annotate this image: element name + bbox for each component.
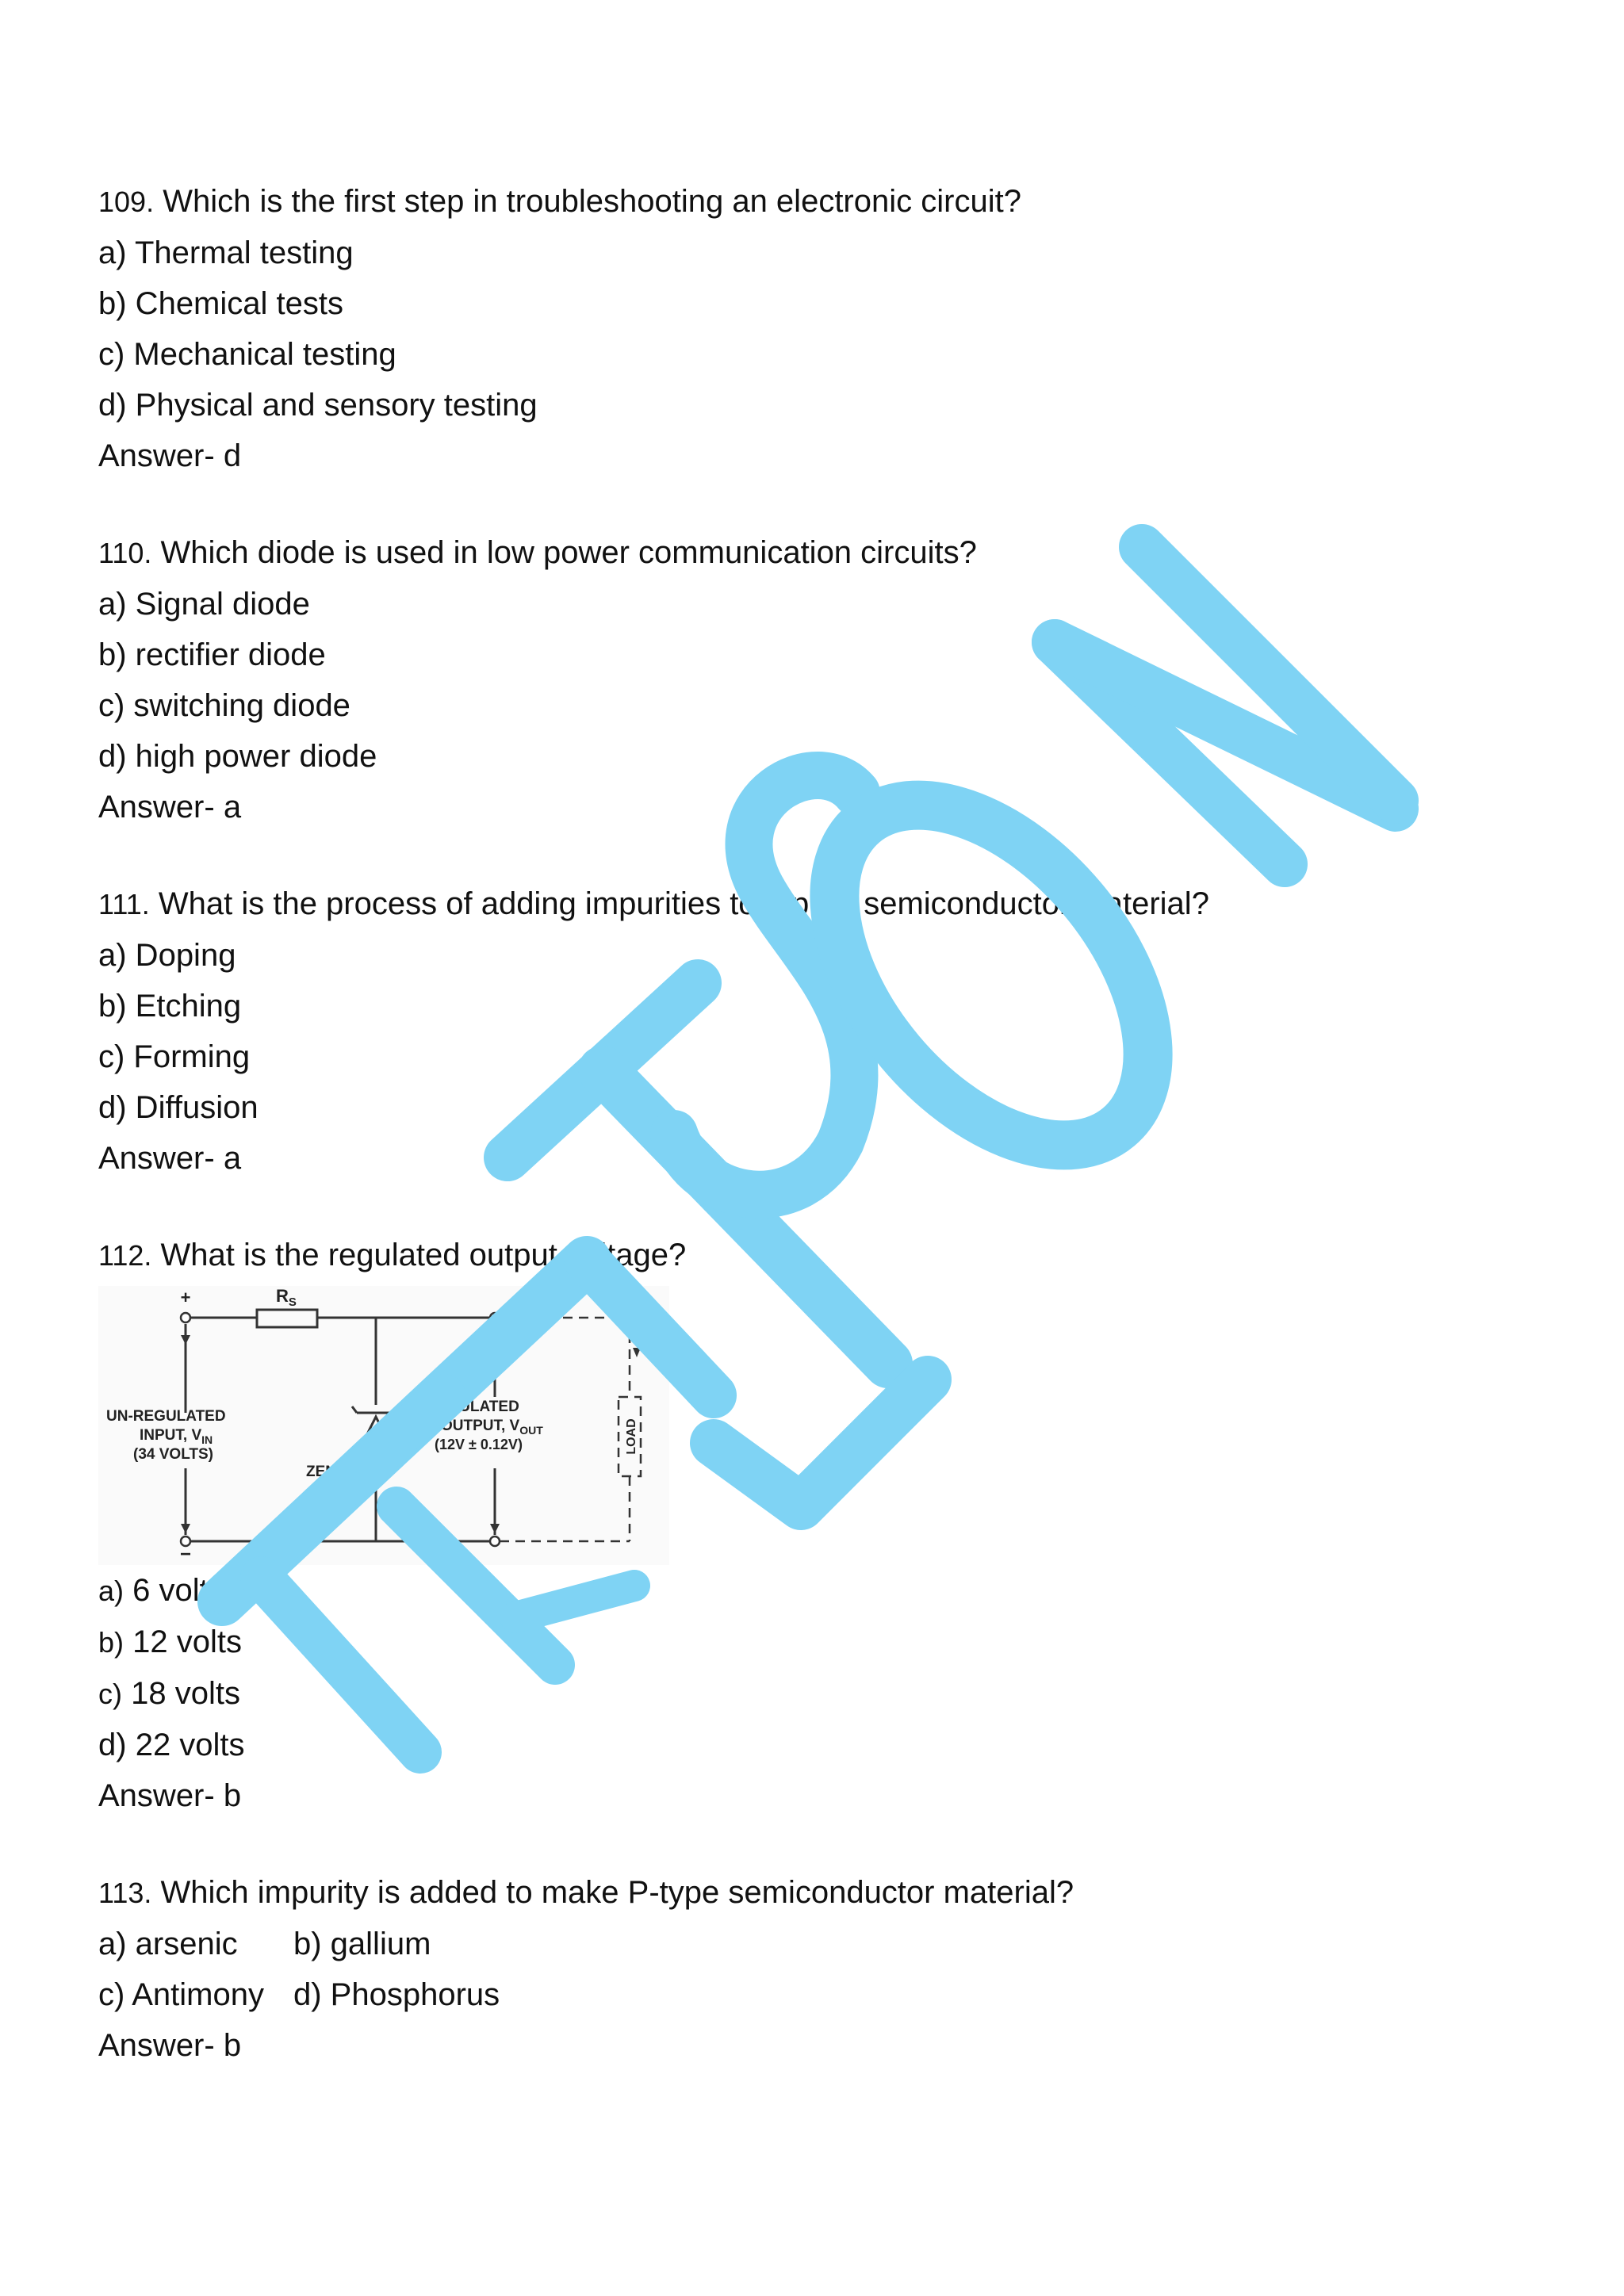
answer: Answer- d [98, 438, 242, 473]
question-text: 110. Which diode is used in low power communication circuits? [98, 535, 977, 570]
input-label-line3: (34 VOLTS) [133, 1446, 213, 1463]
question-text: 112. What is the regulated output voltage? [98, 1238, 687, 1272]
question-text: 113. Which impurity is added to make P-type semiconductor material? [98, 1875, 1074, 1910]
option-a: a) Signal diode [98, 587, 310, 622]
rs-label: $R_S$ [276, 1286, 297, 1309]
zener-label-line2: 12V [322, 1484, 349, 1501]
option-d: d) Phosphorus [293, 1977, 500, 2012]
option-d: d) high power diode [98, 739, 377, 774]
option-c: c) Forming [98, 1039, 251, 1074]
plus-label: + [180, 1288, 191, 1307]
answer: Answer- b [98, 2028, 242, 2063]
question-111 [98, 878, 1526, 1184]
option-c: c) Antimony [98, 1977, 264, 2012]
option-c: c) 18 volts [98, 1676, 240, 1711]
option-b: b) Etching [98, 989, 242, 1024]
circuit-diagram [98, 1286, 669, 1565]
option-b: b) Chemical tests [98, 286, 343, 321]
option-b: b) gallium [293, 1927, 431, 1961]
answer: Answer- b [98, 1778, 242, 1813]
zener-label-line1: ZENER [306, 1464, 358, 1480]
question-113 [98, 1867, 1526, 2071]
output-label-line2: OUTPUT, $V_{OUT}$ [441, 1418, 543, 1437]
option-a: a) 6 volts [98, 1573, 224, 1608]
output-label-line1: REGULATED [427, 1399, 519, 1415]
option-row-ab [98, 1919, 1526, 1969]
question-112 [98, 1230, 1526, 1821]
question-list [98, 176, 1526, 2117]
question-110 [98, 527, 1526, 832]
option-d: d) 22 volts [98, 1728, 245, 1762]
option-c: c) Mechanical testing [98, 337, 396, 372]
input-label-line1: UN-REGULATED [106, 1408, 226, 1425]
option-b: b) 12 volts [98, 1624, 242, 1659]
output-label-line3: (12V ± 0.12V) [435, 1437, 523, 1452]
answer: Answer- a [98, 1141, 242, 1176]
option-a: a) Doping [98, 938, 236, 973]
option-d: d) Physical and sensory testing [98, 388, 538, 423]
option-d: d) Diffusion [98, 1090, 259, 1125]
option-a: a) Thermal testing [98, 235, 354, 270]
question-text: 111. What is the process of adding impurities to a pure semiconductor material? [98, 886, 1209, 921]
input-label-line2: INPUT, $V_{IN}$ [140, 1427, 213, 1446]
question-109 [98, 176, 1526, 481]
zener-regulator-circuit [98, 1286, 669, 1565]
option-row-cd [98, 1969, 1526, 2020]
load-label: LOAD [625, 1418, 638, 1455]
answer: Answer- a [98, 790, 242, 825]
option-a: a) arsenic [98, 1927, 238, 1961]
minus-label: − [179, 1544, 192, 1565]
current-label: $I_L$ [645, 1304, 657, 1324]
question-text: 109. Which is the first step in troubleshooting an electronic circuit? [98, 184, 1021, 219]
option-b: b) rectifier diode [98, 637, 326, 672]
option-c: c) switching diode [98, 688, 350, 723]
